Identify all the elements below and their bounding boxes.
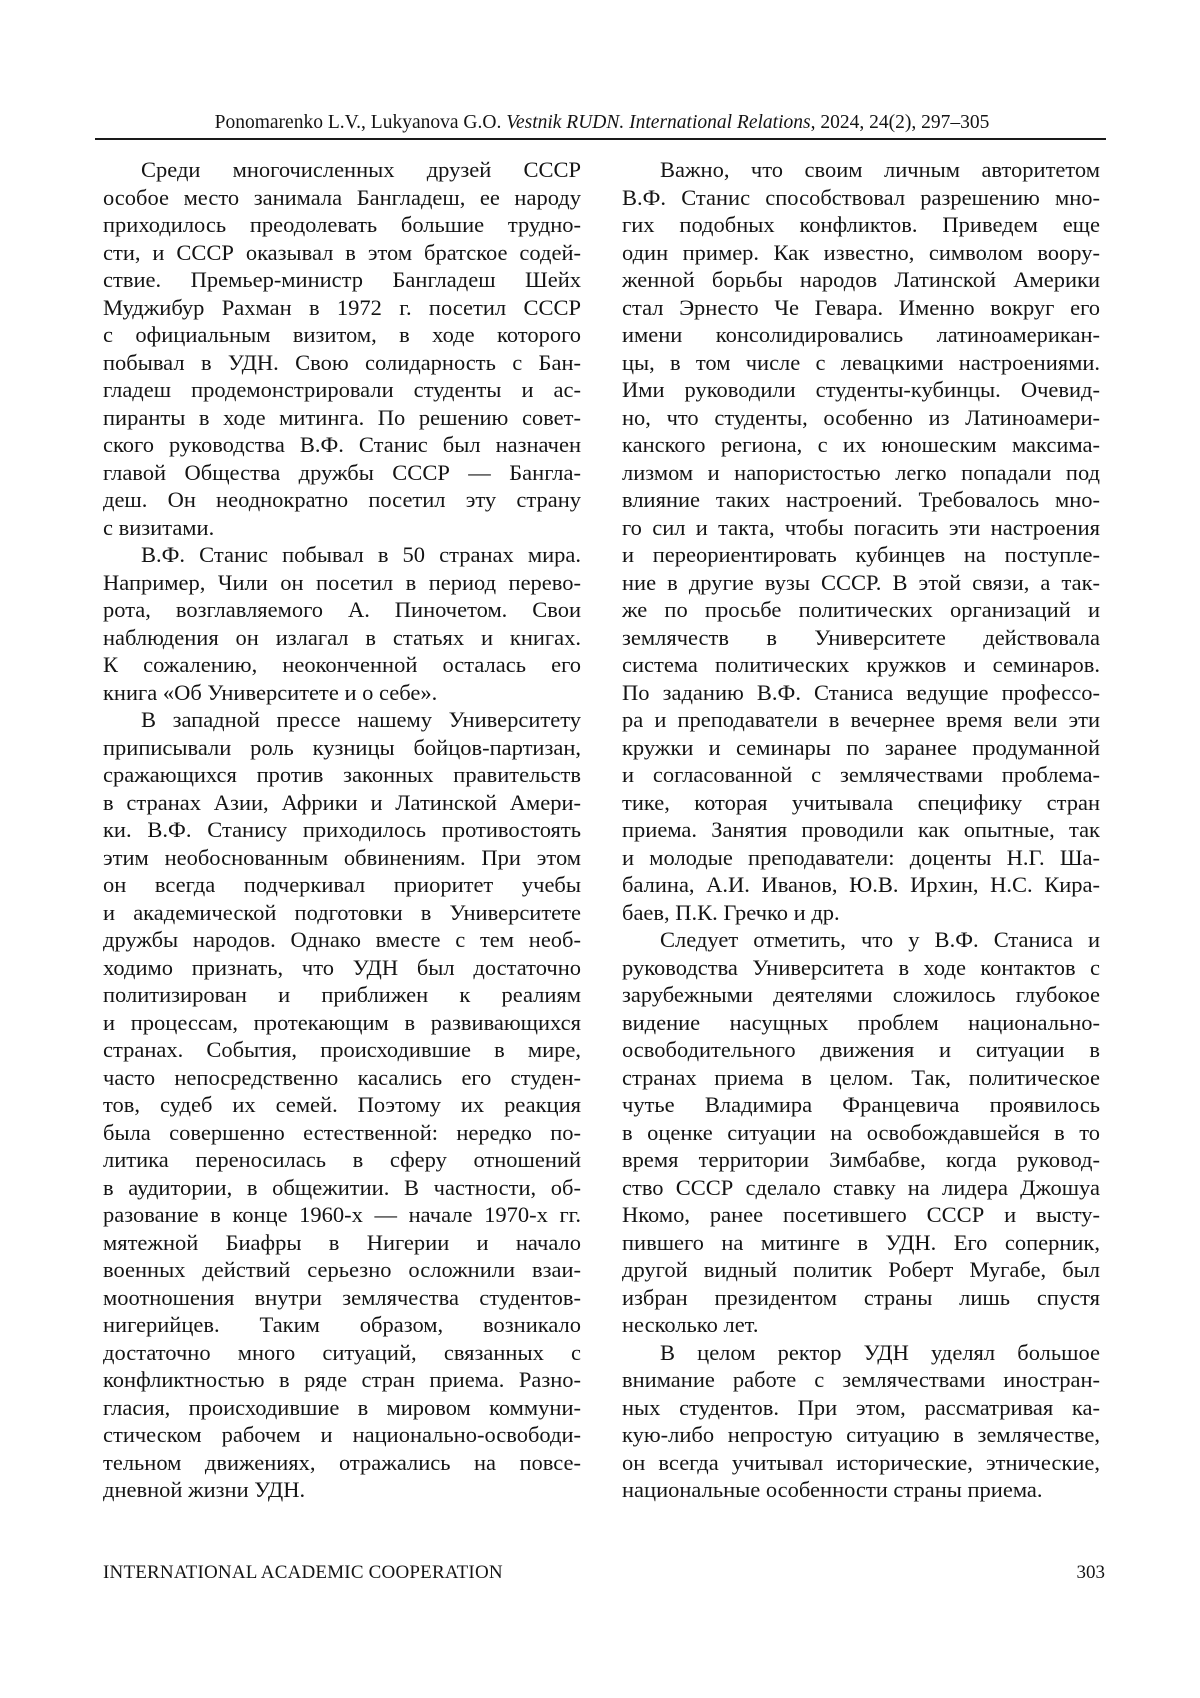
text-line: По заданию В.Ф. Станиса ведущие профессо- (622, 679, 1100, 705)
text-line: он всегда подчеркивал приоритет учебы (103, 872, 581, 897)
text-line: разование в конце 1960-х — начале 1970-х гг. (103, 1202, 581, 1227)
right-column (622, 156, 1100, 1504)
text-line: и переориентировать кубинцев на поступле- (622, 542, 1100, 567)
text-line: приема. Занятия проводили как опытные, так (622, 817, 1100, 842)
text-line: нигерийцев. Таким образом, возникало (103, 1312, 581, 1337)
text-line: дневной жизни УДН. (103, 1477, 306, 1502)
text-line: влияние таких настроений. Требовалось мно- (622, 487, 1100, 512)
text-line: и молодые преподаватели: доценты Н.Г. Ша- (622, 844, 1100, 870)
text-line: один пример. Как известно, символом воору- (622, 239, 1100, 265)
text-line: ки. В.Ф. Станису приходилось противостоять (103, 817, 581, 842)
text-line: достаточно много ситуаций, связанных с (103, 1339, 581, 1365)
text-line: В.Ф. Станис способствовал разрешению мно- (622, 184, 1100, 210)
text-line: с официальным визитом, в ходе которого (103, 322, 581, 347)
text-line: время территории Зимбабве, когда руковод- (622, 1147, 1100, 1172)
text-line: женной борьбы народов Латинской Америки (622, 267, 1100, 292)
text-line: конфликтностью в ряде стран приема. Разно- (103, 1367, 581, 1392)
text-line: зарубежными деятелями сложилось глубокое (622, 982, 1100, 1007)
paragraph (622, 926, 1100, 1339)
text-line: В западной прессе нашему Университету (141, 707, 581, 732)
text-line: приходилось преодолевать большие трудно- (103, 212, 581, 237)
text-line: мятежной Биафры в Нигерии и начало (103, 1229, 581, 1255)
text-line: тов, судеб их семей. Поэтому их реакция (103, 1092, 581, 1117)
text-line: В целом ректор УДН уделял большое (660, 1339, 1100, 1365)
text-line: чутье Владимира Францевича проявилось (622, 1092, 1100, 1117)
text-line: в оценке ситуации на освобождавшейся в то (622, 1119, 1100, 1145)
text-line: национальные особенности страны приема. (622, 1477, 1043, 1502)
footer-page-number: 303 (1076, 1562, 1105, 1583)
text-line: видение насущных проблем национально- (622, 1009, 1100, 1035)
text-line: Например, Чили он посетил в период перево- (103, 569, 581, 595)
text-line: балина, А.И. Иванов, Ю.В. Ирхин, Н.С. Кира- (622, 872, 1100, 897)
text-line: особое место занимала Бангладеш, ее народу (103, 184, 581, 210)
text-line: наблюдения он излагал в статьях и книгах. (103, 624, 581, 650)
text-line: гих подобных конфликтов. Приведем еще (622, 212, 1100, 237)
text-line: в странах Азии, Африки и Латинской Амери- (103, 789, 581, 815)
running-head-journal-title: Vestnik RUDN. International Relations (506, 112, 811, 133)
page-footer (103, 1561, 1105, 1585)
text-line: этим необоснованным обвинениям. При этом (103, 844, 581, 870)
text-line: стал Эрнесто Че Гевара. Именно вокруг его (622, 294, 1100, 320)
header-rule (95, 138, 1106, 140)
text-line: землячеств в Университете действовала (622, 624, 1100, 650)
text-line: Важно, что своим личным авторитетом (660, 157, 1100, 182)
text-line: другой видный политик Роберт Мугабе, был (622, 1257, 1100, 1282)
text-line: и согласованной с землячествами проблема- (622, 762, 1100, 787)
text-line: ходимо признать, что УДН был достаточно (103, 954, 581, 980)
running-head-issue-info: , 2024, 24(2), 297–305 (810, 112, 990, 133)
text-line: баев, П.К. Гречко и др. (622, 899, 840, 925)
running-head-authors: Ponomarenko L.V., Lukyanova G.O. (214, 112, 507, 133)
text-line: Ими руководили студенты-кубинцы. Очевид- (622, 377, 1100, 402)
text-line: моотношения внутри землячества студентов- (103, 1284, 581, 1310)
footer-section-title: INTERNATIONAL ACADEMIC COOPERATION (103, 1562, 503, 1583)
text-line: книга «Об Университете и о себе». (103, 679, 438, 705)
text-line: политизирован и приближен к реалиям (103, 982, 581, 1007)
text-line: ство СССР сделало ставку на лидера Джошуа (622, 1174, 1100, 1200)
running-head (97, 112, 1107, 134)
text-line: Муджибур Рахман в 1972 г. посетил СССР (103, 294, 581, 320)
text-line: В.Ф. Станис побывал в 50 странах мира. (141, 542, 581, 567)
text-line: лизмом и напористостью легко попадали под (622, 459, 1100, 485)
text-line: дружбы народов. Однако вместе с тем необ- (103, 927, 581, 952)
paragraph (103, 541, 581, 706)
text-line: в аудитории, в общежитии. В частности, об- (103, 1174, 581, 1200)
paragraph (622, 1339, 1100, 1504)
article-body (103, 156, 1100, 1504)
text-line: пившего на митинге в УДН. Его соперник, (622, 1229, 1100, 1255)
text-line: К сожалению, неоконченной осталась его (103, 652, 581, 677)
text-line: тике, которая учитывала специфику стран (622, 789, 1100, 815)
text-line: гласия, происходившие в мировом коммуни- (103, 1394, 581, 1420)
paragraph (622, 156, 1100, 926)
text-line: ных студентов. При этом, рассматривая ка- (622, 1394, 1100, 1420)
text-line: несколько лет. (622, 1312, 759, 1337)
text-line: и академической подготовки в Университете (103, 899, 581, 925)
text-line: приписывали роль кузницы бойцов-партизан, (103, 734, 581, 760)
text-line: внимание работе с землячествами иностран- (622, 1367, 1100, 1392)
text-line: литика переносилась в сферу отношений (103, 1147, 581, 1172)
text-line: он всегда учитывал исторические, этнические, (622, 1449, 1100, 1475)
text-line: канского региона, с их юношеским максима- (622, 432, 1100, 457)
text-line: побывал в УДН. Свою солидарность с Бан- (103, 349, 581, 375)
text-line: кую-либо непростую ситуацию в землячестве, (622, 1422, 1100, 1447)
text-line: имени консолидировались латиноамерикан- (622, 322, 1100, 347)
text-line: гладеш продемонстрировали студенты и ас- (103, 377, 581, 402)
text-line: военных действий серьезно осложнили взаи- (103, 1257, 581, 1282)
text-line: и процессам, протекающим в развивающихся (103, 1009, 581, 1035)
text-line: была совершенно естественной: нередко по- (103, 1119, 581, 1145)
text-line: избран президентом страны лишь спустя (622, 1284, 1100, 1310)
text-line: пиранты в ходе митинга. По решению совет- (103, 404, 581, 430)
text-line: цы, в том числе с левацкими настроениями. (622, 349, 1100, 375)
text-line: стическом рабочем и национально-освободи- (103, 1422, 581, 1447)
text-line: го сил и такта, чтобы погасить эти настроения (622, 514, 1100, 540)
text-line: деш. Он неоднократно посетил эту страну (103, 487, 581, 512)
text-line: ра и преподаватели в вечернее время вели эти (622, 707, 1100, 732)
text-line: тельном движениях, отражались на повсе- (103, 1449, 581, 1475)
text-line: сражающихся против законных правительств (103, 762, 581, 787)
text-line: главой Общества дружбы СССР — Бангла- (103, 459, 581, 485)
text-line: ствие. Премьер-министр Бангладеш Шейх (103, 267, 581, 292)
text-line: Среди многочисленных друзей СССР (141, 157, 581, 182)
left-column (103, 156, 581, 1504)
paragraph (103, 706, 581, 1504)
text-line: ского руководства В.Ф. Станис был назначен (103, 432, 581, 457)
text-line: кружки и семинары по заранее продуманной (622, 734, 1100, 760)
text-line: Следует отметить, что у В.Ф. Станиса и (660, 927, 1100, 952)
text-line: Нкомо, ранее посетившего СССР и высту- (622, 1202, 1100, 1227)
text-line: руководства Университета в ходе контактов с (622, 954, 1100, 980)
text-line: система политических кружков и семинаров. (622, 652, 1100, 677)
text-line: же по просьбе политических организаций и (622, 597, 1100, 622)
text-line: но, что студенты, особенно из Латиноамери- (622, 404, 1100, 430)
text-line: странах. События, происходившие в мире, (103, 1037, 581, 1062)
text-line: странах приема в целом. Так, политическое (622, 1064, 1100, 1090)
text-line: сти, и СССР оказывал в этом братское содей- (103, 239, 581, 265)
text-line: освободительного движения и ситуации в (622, 1037, 1100, 1062)
paragraph (103, 156, 581, 541)
text-line: рота, возглавляемого А. Пиночетом. Свои (103, 597, 581, 622)
text-line: с визитами. (103, 514, 215, 540)
text-line: ние в другие вузы СССР. В этой связи, а так- (622, 569, 1100, 595)
text-line: часто непосредственно касались его студен- (103, 1064, 581, 1090)
